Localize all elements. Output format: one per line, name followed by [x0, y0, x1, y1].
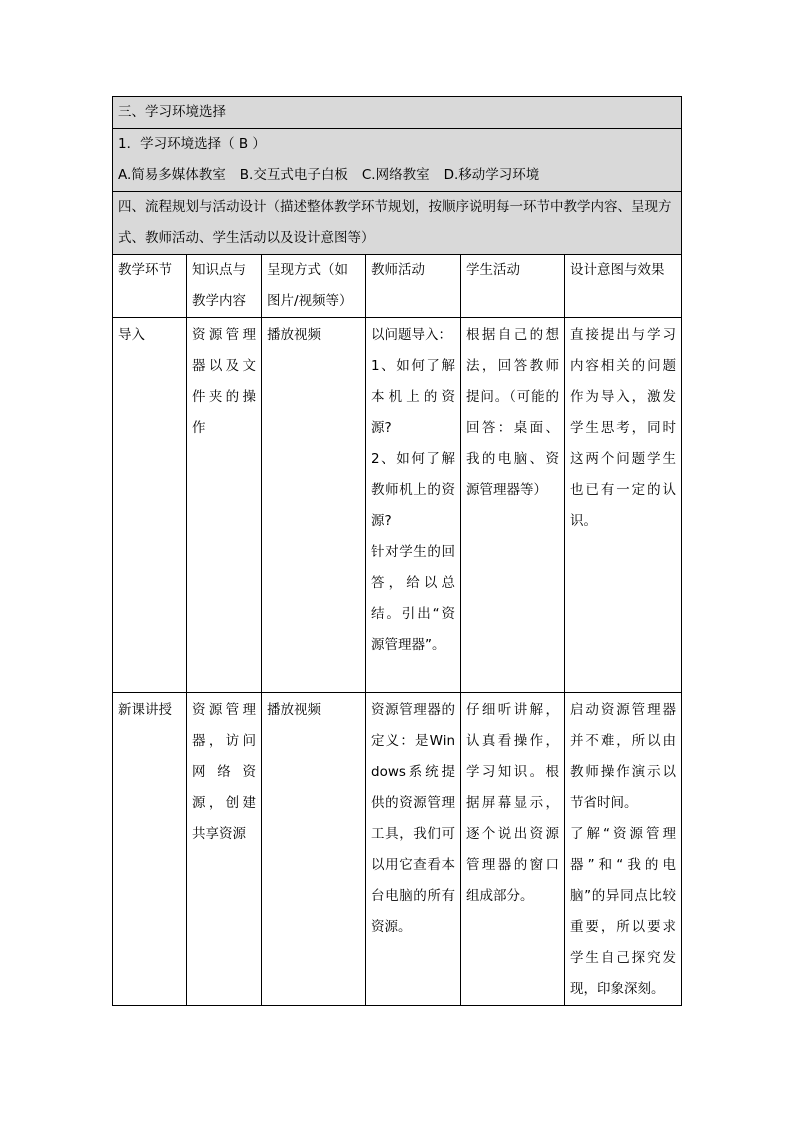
lesson-plan-table [112, 96, 682, 1006]
teacher-line: 以问题导入： [371, 327, 452, 343]
environment-question: 1．学习环境选择（ B ） [118, 136, 266, 152]
header-presentation: 呈现方式（如图片/视频等） [262, 255, 366, 318]
option-a: A.简易多媒体教室 [118, 167, 226, 183]
design-cell [565, 693, 682, 1006]
table-header-row [113, 255, 682, 318]
design-cell: 直接提出与学习内容相关的问题作为导入，激发学生思考，同时这两个问题学生也已有一定的认识。 [565, 318, 682, 693]
option-b: B.交互式电子白板 [239, 167, 348, 183]
teacher-line: 针对学生的回答，给以总结。引出“资源管理器”。 [371, 544, 455, 653]
header-student: 学生活动 [461, 255, 565, 318]
stage-cell: 新课讲授 [113, 693, 187, 1006]
header-knowledge: 知识点与教学内容 [187, 255, 262, 318]
student-cell: 根据自己的想法，回答教师提问。（可能的回答：桌面、我的电脑、资源管理器等） [461, 318, 565, 693]
table-row [113, 318, 682, 693]
environment-options [118, 160, 676, 191]
header-stage: 教学环节 [113, 255, 187, 318]
header-design: 设计意图与效果 [565, 255, 682, 318]
teacher-cell [366, 318, 461, 693]
presentation-cell: 播放视频 [262, 318, 366, 693]
section-4-title: 四、流程规划与活动设计（描述整体教学环节规划，按顺序说明每一环节中教学内容、呈现方式、教师活动、学生活动以及设计意图等） [113, 192, 682, 255]
student-cell: 仔细听讲解，认真看操作，学习知识。根据屏幕显示，逐个说出资源管理器的窗口组成部分。 [461, 693, 565, 1006]
option-c: C.网络教室 [361, 167, 430, 183]
knowledge-cell: 资源管理器，访问网络资源，创建共享资源 [187, 693, 262, 1006]
table-row [113, 693, 682, 1006]
presentation-cell: 播放视频 [262, 693, 366, 1006]
section-3-title: 三、学习环境选择 [113, 97, 682, 129]
section-3-row [113, 97, 682, 129]
header-teacher: 教师活动 [366, 255, 461, 318]
environment-choice-row [113, 129, 682, 192]
stage-cell: 导入 [113, 318, 187, 693]
option-d: D.移动学习环境 [443, 167, 540, 183]
knowledge-cell: 资源管理器以及文件夹的操作 [187, 318, 262, 693]
design-line: 启动资源管理器并不难，所以由教师操作演示以节省时间。 [570, 702, 677, 811]
design-line: 了解“资源管理器”和“我的电脑”的异同点比较重要，所以要求学生自己探究发现，印象深刻。 [570, 826, 677, 997]
environment-choice-cell [113, 129, 682, 192]
teacher-cell [366, 693, 461, 1006]
teacher-line: 资源管理器的定义：是Windows系统提供的资源管理工具，我们可以用它查看本台电脑的所有资源。 [371, 702, 455, 935]
teacher-line: 1、如何了解本机上的资源? [371, 358, 455, 436]
teacher-line: 2、如何了解教师机上的资源? [371, 451, 455, 529]
section-4-row [113, 192, 682, 255]
